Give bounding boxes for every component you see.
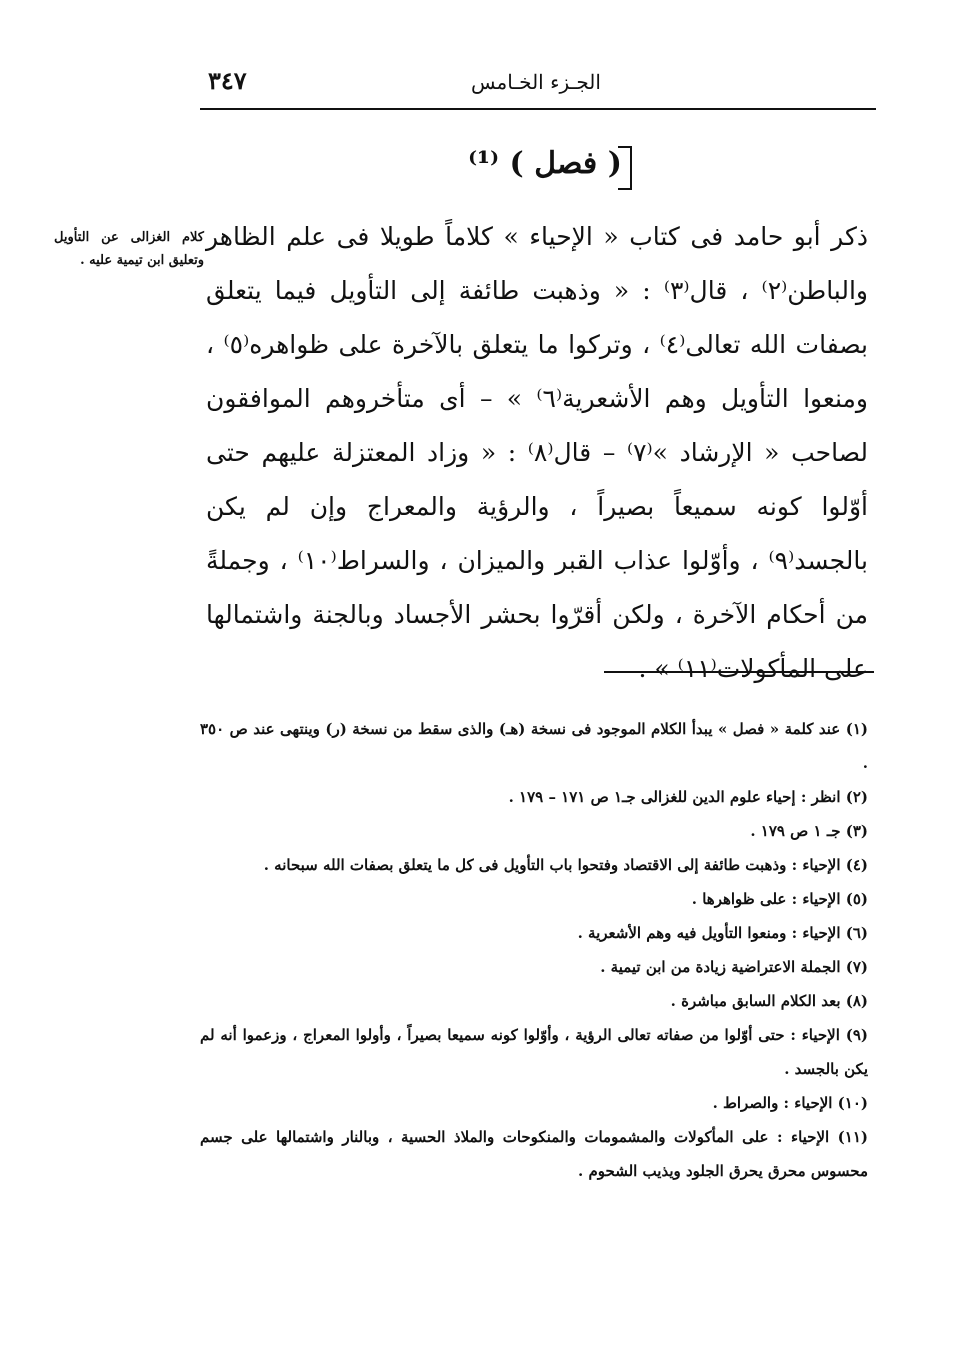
footnote-4: (٤) الإحياء : وذهبت طائفة إلى الاقتصاد وفتحوا باب التأويل فى كل ما يتعلق بصفات الله سبحانه . xyxy=(263,856,868,874)
footnote-5: (٥) الإحياء : على ظواهرها . xyxy=(691,890,868,908)
page-header xyxy=(200,62,872,102)
footnote-6: (٦) الإحياء : ومنعوا التأويل فيه وهم الأشعرية . xyxy=(577,924,868,942)
footnote-1: (١) عند كلمة « فصل » يبدأ الكلام الموجود فى نسخة (هـ) والذى سقط من نسخة (ر) وينتهى عند ص ٣٥٠ . xyxy=(200,720,868,772)
footnote-3: (٣) جـ ١ ص ١٧٩ . xyxy=(750,822,868,840)
header-rule xyxy=(200,108,876,110)
footnote-separator xyxy=(604,671,874,673)
body-paragraph: ذكر أبو حامد فى كتاب « الإحياء » كلاماً طويلا فى علم الظاهر والباطن⁽٢⁾ ، قال⁽٣⁾ : « وذهبت طائفة إلى التأويل فيما يتعلق بصفات الله تعالى⁽٤⁾ ، وتركوا ما يتعلق بالآخرة على ظواهره⁽٥⁾ ، ومنعوا التأويل وهم الأشعرية⁽٦⁾ » – أى متأخروهم الموافقون لصاحب « الإرشاد »⁽٧⁾ – قال⁽٨⁾ : « وزاد المعتزلة عليهم حتى أوّلوا كونه سميعاً بصيراً ، والرؤية والمعراج وإن لم يكن بالجسد⁽٩⁾ ، وأوّلوا عذاب القبر والميزان ، والسراط⁽١٠⁾ ، وجملةً من أحكام الآخرة ، ولكن أقرّوا بحشر الأجساد وبالجنة واشتمالها على المأكولات⁽١١⁾ » . xyxy=(206,222,869,683)
footnote-9: (٩) الإحياء : حتى أوّلوا من صفاته تعالى الرؤية ، وأوّلوا كونه سميعا بصيراً ، وأولوا المعراج ، وزعموا أنه لم يكن بالجسد . xyxy=(200,1026,868,1078)
footnote-2: (٢) انظر : إحياء علوم الدين للغزالى جـ١ ص ١٧١ – ١٧٩ . xyxy=(508,788,868,806)
section-heading: ( فصل ) ⁽¹⁾ xyxy=(468,146,622,181)
margin-note: كلام الغزالى عن التأويل وتعليق ابن تيمية عليه . xyxy=(54,230,204,268)
footnote-8: (٨) بعد الكلام السابق مباشرة . xyxy=(670,992,868,1010)
footnotes xyxy=(200,712,868,1188)
footnote-11: (١١) الإحياء : على المأكولات والمشمومات والمنكوحات والملاذ الحسية ، وبالنار واشتمالها على جسم محسوس محرق يحرق الجلود ويذيب الشحوم . xyxy=(200,1128,868,1180)
footnote-7: (٧) الجملة الاعتراضية زيادة من ابن تيمية . xyxy=(600,958,868,976)
main-text xyxy=(206,210,868,696)
running-title: الجـزء الخـامس xyxy=(471,70,601,94)
footnote-10: (١٠) الإحياء : والصراط . xyxy=(712,1094,868,1112)
page-number: ٣٤٧ xyxy=(208,66,247,95)
